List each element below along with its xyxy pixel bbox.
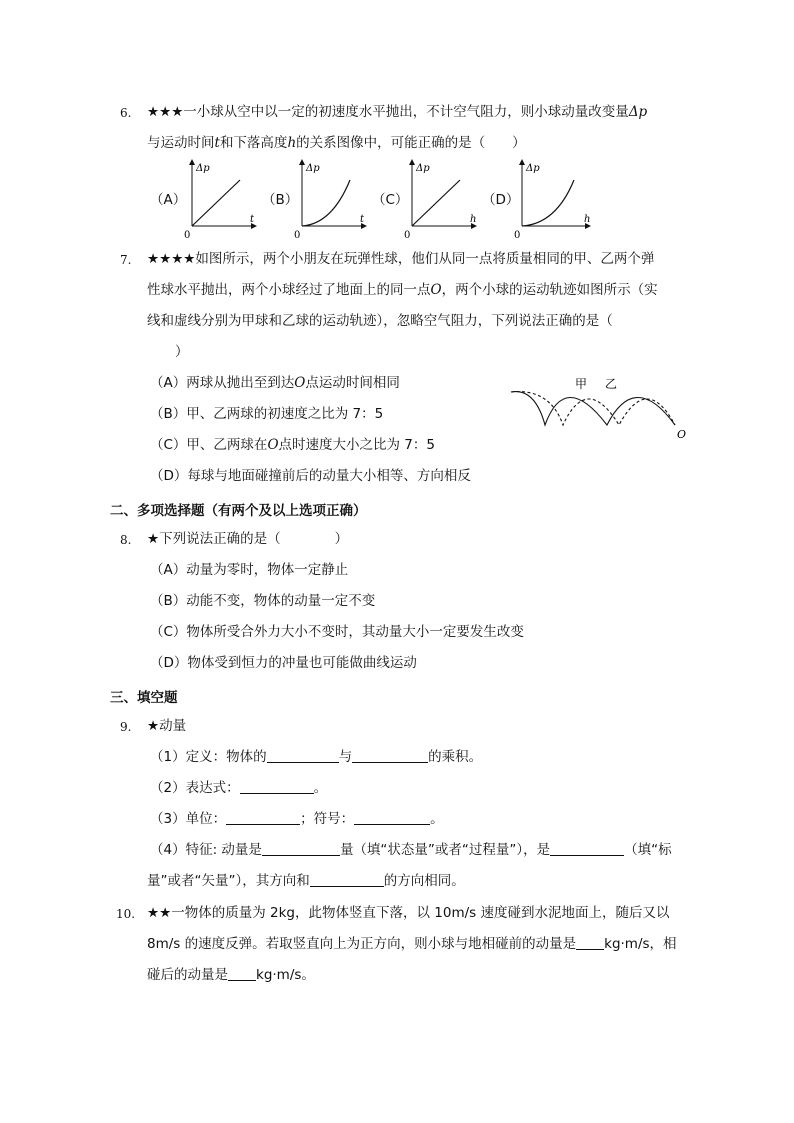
q9-blank-6[interactable] <box>262 841 340 856</box>
q9-l3-text-a: （3）单位： <box>150 811 227 827</box>
q10-line3 <box>147 966 315 984</box>
q9-line2 <box>150 779 327 797</box>
q6-delta-p: Δp <box>628 104 648 120</box>
q9-l3-text-c: 。 <box>430 811 444 827</box>
q7-option-d: （D）每球与地面碰撞前后的动量大小相等、方向相反 <box>150 468 471 484</box>
q8-option-a: （A）动量为零时，物体一定静止 <box>150 562 349 578</box>
q10-blank-2[interactable] <box>228 966 256 981</box>
q9-l1-text-a: （1）定义：物体的 <box>150 749 267 765</box>
q6-text-a: 与运动时间 <box>147 135 215 151</box>
origin-label: 0 <box>184 230 191 240</box>
q9-number: 9. <box>120 720 132 734</box>
origin-label: 0 <box>294 230 301 240</box>
q7-stem-line3: 线和虚线分别为甲球和乙球的运动轨迹），忽略空气阻力，下列说法正确的是（ <box>147 313 613 329</box>
q9-l1-text-c: 的乘积。 <box>428 749 483 765</box>
q7-text-a: 性球水平抛出，两个小球经过了地面上的同一点 <box>147 282 431 298</box>
q7-option-b: （B）甲、乙两球的初速度之比为 7：5 <box>150 406 384 422</box>
q10-line2 <box>147 935 677 953</box>
origin-label: 0 <box>514 230 521 240</box>
q10-l3-text-b: kg·m/s。 <box>256 967 315 983</box>
q10-blank-1[interactable] <box>576 935 604 950</box>
q9-l4-text-a: （4）特征: 动量是 <box>150 842 262 858</box>
x-axis-label: h <box>584 214 591 225</box>
q6-number: 6. <box>120 106 132 120</box>
q9-blank-5[interactable] <box>354 810 430 825</box>
q6-text-c: 的关系图像中，可能正确的是（ ） <box>296 135 526 151</box>
q7-opt-a-o: O <box>294 375 306 391</box>
q7-opt-c-text1: （C）甲、乙两球在 <box>150 437 268 453</box>
graph-line <box>412 180 460 226</box>
q9-line3 <box>150 810 444 828</box>
y-axis-label: Δp <box>526 163 540 174</box>
q7-opt-a-text2: 点运动时间相同 <box>305 375 400 391</box>
q8-option-b: （B）动能不变，物体的动量一定不变 <box>150 593 376 609</box>
q6-graph-c <box>400 158 480 240</box>
q7-stem-line1: ★★★★如图所示，两个小朋友在玩弹性球，他们从同一点将质量相同的甲、乙两个弹 <box>147 251 655 267</box>
q6-graph-d <box>510 158 595 240</box>
q8-number: 8. <box>120 533 132 547</box>
q7-opt-a-text1: （A）两球从抛出至到达 <box>150 375 295 391</box>
q7-opt-c-text2: 点时速度大小之比为 7：5 <box>278 437 435 453</box>
jia-trajectory-solid <box>511 392 675 425</box>
q6-text-b: 和下落高度 <box>219 135 288 151</box>
q7-opt-c-o: O <box>267 437 279 453</box>
x-axis-label: t <box>360 214 365 225</box>
q9-blank-1[interactable] <box>267 748 339 763</box>
q7-stem-line2 <box>147 281 658 299</box>
q6-stem-line2 <box>147 134 526 152</box>
q7-stem-line4: ） <box>175 344 189 360</box>
q9-stem: ★动量 <box>147 718 187 734</box>
q9-l3-text-b: ；符号： <box>300 811 355 827</box>
q9-blank-2[interactable] <box>352 748 428 763</box>
graph-line <box>192 180 240 226</box>
q9-line1 <box>150 748 482 766</box>
q8-option-c: （C）物体所受合外力大小不变时，其动量大小一定要发生改变 <box>150 624 524 640</box>
q7-o: O <box>430 282 442 298</box>
x-axis-label: h <box>470 214 477 225</box>
q6-graph-b <box>290 158 370 240</box>
q7-trajectory-figure <box>505 370 695 445</box>
q10-line1: ★★一物体的质量为 2kg，此物体竖直下落，以 10m/s 速度碰到水泥地面上，随后又以 <box>147 905 670 921</box>
jia-label: 甲 <box>575 377 588 391</box>
q10-l2-text-b: kg·m/s，相 <box>604 936 677 952</box>
q9-blank-7[interactable] <box>550 841 624 856</box>
q9-l4-text-b: 量（填“状态量”或者“过程量”），是 <box>339 842 551 858</box>
q9-l2-text-a: （2）表达式： <box>150 780 240 796</box>
q9-l2-text-b: 。 <box>313 780 328 796</box>
q6-graph-c-label: （C） <box>372 192 409 208</box>
q10-l2-text-a: 8m/s 的速度反弹。若取竖直向上为正方向，则小球与地相碰前的动量是 <box>147 936 577 952</box>
q6-stem-line1 <box>147 103 647 121</box>
graph-curve <box>302 180 350 226</box>
q7-option-a <box>150 374 400 392</box>
y-axis-label: Δp <box>306 163 320 174</box>
yi-label: 乙 <box>605 377 618 391</box>
origin-label: 0 <box>404 230 411 240</box>
q6-graph-a <box>180 158 260 240</box>
section-fill-in: 三、填空题 <box>110 690 178 706</box>
q6-graph-b-label: （B） <box>262 192 299 208</box>
q9-line4 <box>150 841 672 859</box>
q9-blank-3[interactable] <box>240 779 314 794</box>
q6-h: h <box>287 135 297 151</box>
q7-text-b: ，两个小球的运动轨迹如图所示（实 <box>441 282 658 298</box>
section-multiple-choice: 二、多项选择题（有两个及以上选项正确） <box>110 503 367 519</box>
q10-l3-text-a: 碰后的动量是 <box>147 967 228 983</box>
q9-line5 <box>147 872 465 890</box>
q9-blank-8[interactable] <box>310 872 384 887</box>
q10-number: 10. <box>116 907 136 921</box>
q8-stem: ★下列说法正确的是（ ） <box>147 531 349 547</box>
q9-l5-text-a: 量”或者“矢量”），其方向和 <box>147 873 310 889</box>
x-axis-label: t <box>250 214 255 225</box>
yi-trajectory-dashed <box>511 392 675 425</box>
q6-graph-d-label: （D） <box>482 192 520 208</box>
y-axis-label: Δp <box>416 163 430 174</box>
q9-l4-text-c: （填“标 <box>624 842 672 858</box>
graph-curve <box>522 180 574 226</box>
q7-option-c <box>150 436 435 454</box>
q9-l1-text-b: 与 <box>338 749 353 765</box>
point-o-label: O <box>677 428 687 441</box>
q7-number: 7. <box>120 253 132 267</box>
q6-stem-text: ★★★一小球从空中以一定的初速度水平抛出，不计空气阻力，则小球动量改变量 <box>147 104 629 120</box>
q8-option-d: （D）物体受到恒力的冲量也可能做曲线运动 <box>150 655 417 671</box>
y-axis-label: Δp <box>196 163 210 174</box>
q6-t: t <box>214 135 220 151</box>
q6-graph-a-label: （A） <box>150 192 187 208</box>
q9-l5-text-b: 的方向相同。 <box>383 873 465 889</box>
q9-blank-4[interactable] <box>226 810 300 825</box>
